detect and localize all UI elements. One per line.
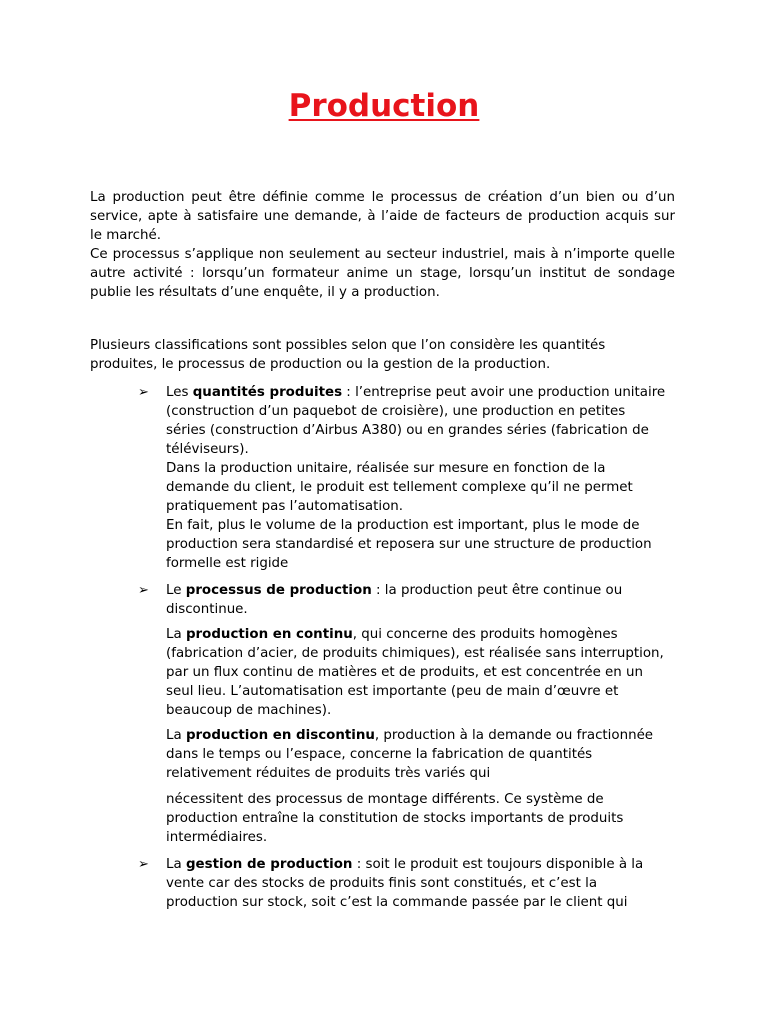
bullet-prefix: Le [166, 583, 186, 598]
bullet-processus-intro [166, 581, 668, 619]
list-item-quantites [138, 383, 668, 573]
arrow-bullet-icon: ➢ [138, 583, 149, 598]
bullet-quantites-unitaire: Dans la production unitaire, réalisée sur mesure en fonction de la demande du client, le produit est tellement complexe qu’il ne permet pratiquement pas l’automatisation. [166, 461, 633, 514]
classifications-paragraph: Plusieurs classifications sont possibles selon que l’on considère les quantités produites, le processus de production ou la gestion de la production. [90, 338, 606, 372]
list-item-processus [138, 581, 668, 847]
bullet-processus-continu [166, 625, 668, 720]
bullet-term-processus: processus de production [185, 583, 372, 598]
bullet-prefix: Les [166, 385, 193, 400]
arrow-bullet-icon: ➢ [138, 385, 149, 400]
bullet-prefix: La [166, 627, 186, 642]
bullet-term-continu: production en continu [185, 627, 353, 642]
bullet-text: , qui concerne des produits homogènes (fabrication d’acier, de produits chimiques), est réalisée sans interruption, par un flux continu de matières et de produits, et est concentrée en un seul lieu. L’automatisation est importante (peu de main d’œuvre et beaucoup de machines). [166, 627, 664, 718]
bullet-text: , production à la demande ou fractionnée dans le temps ou l’espace, concerne la fabrication de quantités relativement réduites de produits très variés qui [166, 728, 654, 781]
bullet-text: : la production peut être continue ou discontinue. [166, 583, 623, 617]
bullet-term-discontinu: production en discontinu [185, 728, 375, 743]
intro-section [90, 188, 675, 302]
arrow-bullet-icon: ➢ [138, 857, 149, 872]
classification-list [138, 383, 668, 920]
bullet-prefix: La [166, 728, 186, 743]
page-title: Production [288, 88, 480, 124]
bullet-prefix: La [166, 857, 186, 872]
bullet-processus-discontinu [166, 726, 668, 783]
bullet-quantites-intro [166, 383, 668, 459]
bullet-text: : soit le produit est toujours disponible à la vente car des stocks de produits finis sont constitués, et c’est la production sur stock, soit c’est la commande passée par le client qui [166, 857, 644, 910]
bullet-gestion-intro [166, 855, 668, 912]
list-item-gestion [138, 855, 668, 912]
bullet-text: : l’entreprise peut avoir une production unitaire (construction d’un paquebot de croisière), une production en petites séries (construction d’Airbus A380) ou en grandes séries (fabrication de téléviseurs). [166, 385, 666, 457]
bullet-quantites-volume: En fait, plus le volume de la production est important, plus le mode de production sera standardisé et reposera sur une structure de production formelle est rigide [166, 518, 652, 571]
bullet-term-quantites: quantités produites [192, 385, 343, 400]
bullet-term-gestion: gestion de production [185, 857, 353, 872]
intro-paragraph-definition: La production peut être définie comme le processus de création d’un bien ou d’un service, apte à satisfaire une demande, à l’aide de facteurs de production acquis sur le marché. [90, 190, 675, 243]
intro-paragraph-scope: Ce processus s’applique non seulement au secteur industriel, mais à n’importe quelle autre activité : lorsqu’un formateur anime un stage, lorsqu’un institut de sondage publie les résultats d’une enquête, il y a production. [90, 247, 675, 300]
bullet-processus-montage: nécessitent des processus de montage différents. Ce système de production entraîne la constitution de stocks importants de produits intermédiaires. [166, 792, 624, 845]
